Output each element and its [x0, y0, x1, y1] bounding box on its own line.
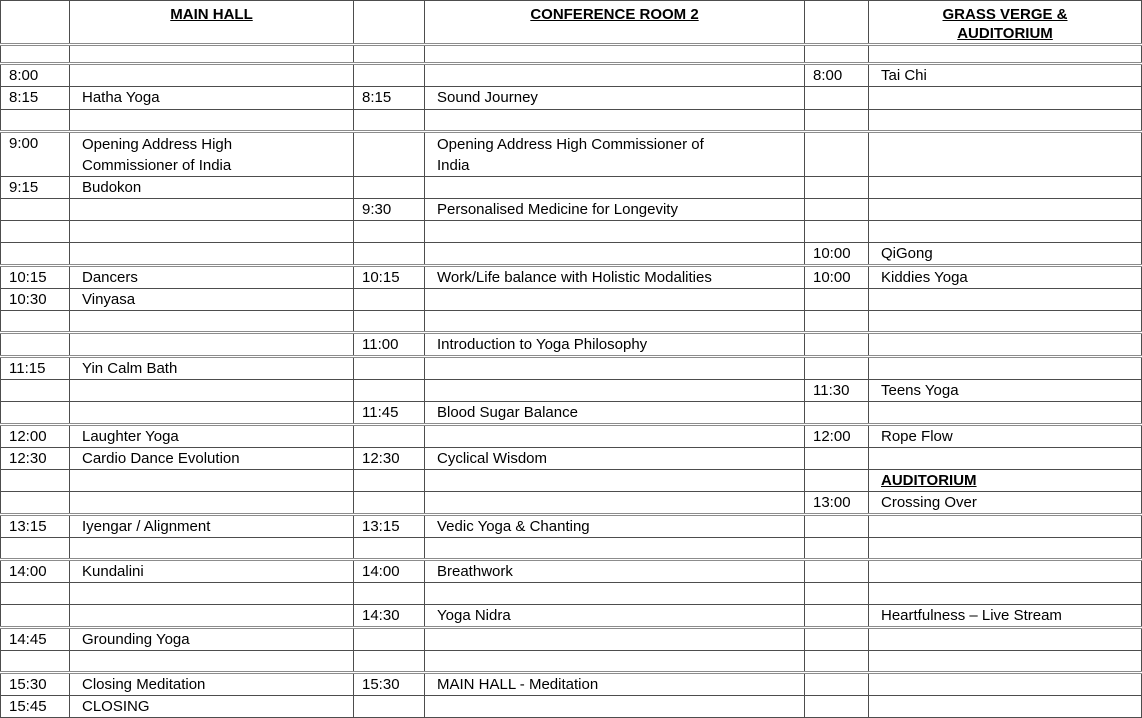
time-cell — [354, 560, 425, 583]
time-cell — [805, 311, 869, 333]
event-cell — [70, 560, 354, 583]
time-cell — [1, 110, 70, 132]
time-cell — [1, 266, 70, 289]
time-cell — [805, 333, 869, 357]
event-label: Opening Address High Commissioner of India — [437, 136, 704, 174]
time-cell — [805, 221, 869, 243]
time-cell — [805, 243, 869, 266]
event-label: Work/Life balance with Holistic Modalities — [437, 269, 712, 286]
event-cell — [869, 402, 1142, 425]
time-cell — [354, 515, 425, 538]
main-hall-title: MAIN HALL — [170, 6, 253, 23]
header-time-spacer — [1, 1, 70, 45]
time-cell — [1, 380, 70, 402]
event-cell — [425, 470, 805, 492]
schedule-row — [1, 87, 1142, 110]
time-cell — [1, 199, 70, 221]
time-label: 15:30 — [9, 676, 47, 693]
time-cell — [805, 289, 869, 311]
time-cell — [805, 380, 869, 402]
time-cell — [1, 673, 70, 696]
time-label: 15:45 — [9, 698, 47, 715]
event-cell — [425, 199, 805, 221]
schedule-row — [1, 538, 1142, 560]
schedule-row — [1, 605, 1142, 628]
schedule-row — [1, 402, 1142, 425]
time-cell — [354, 357, 425, 380]
event-label: Laughter Yoga — [82, 428, 179, 445]
schedule-row — [1, 132, 1142, 177]
time-cell — [354, 289, 425, 311]
event-cell — [869, 605, 1142, 628]
time-cell — [1, 696, 70, 718]
time-label: 14:30 — [362, 607, 400, 624]
event-cell — [425, 311, 805, 333]
event-cell — [425, 673, 805, 696]
time-cell — [1, 470, 70, 492]
event-label: Hatha Yoga — [82, 89, 160, 106]
event-label: Cyclical Wisdom — [437, 450, 548, 467]
time-cell — [354, 110, 425, 132]
time-label: 8:15 — [9, 89, 39, 106]
event-cell — [425, 243, 805, 266]
time-label: 13:15 — [362, 518, 400, 535]
schedule-row — [1, 45, 1142, 64]
event-cell — [869, 221, 1142, 243]
time-label: 11:45 — [362, 404, 399, 421]
time-label: 12:00 — [9, 428, 47, 445]
event-cell — [70, 45, 354, 64]
event-cell — [70, 651, 354, 673]
event-label: Blood Sugar Balance — [437, 404, 578, 421]
event-cell — [869, 651, 1142, 673]
schedule-row — [1, 199, 1142, 221]
time-label: 9:30 — [362, 201, 392, 218]
time-cell — [805, 628, 869, 651]
time-cell — [1, 311, 70, 333]
event-label: Kiddies Yoga — [881, 269, 968, 286]
conference-room-title: CONFERENCE ROOM 2 — [530, 6, 699, 23]
event-cell — [869, 515, 1142, 538]
schedule-row — [1, 673, 1142, 696]
time-label: 14:00 — [9, 563, 47, 580]
time-cell — [354, 64, 425, 87]
event-cell — [70, 64, 354, 87]
time-cell — [805, 538, 869, 560]
time-cell — [1, 448, 70, 470]
event-cell — [70, 87, 354, 110]
event-cell — [70, 402, 354, 425]
event-label: Kundalini — [82, 563, 144, 580]
event-label: Yin Calm Bath — [82, 360, 178, 377]
event-cell — [869, 289, 1142, 311]
schedule-row — [1, 221, 1142, 243]
schedule-row — [1, 243, 1142, 266]
event-cell — [425, 538, 805, 560]
time-cell — [354, 448, 425, 470]
grass-verge-title: GRASS VERGE & AUDITORIUM — [942, 6, 1068, 42]
event-label: Heartfulness – Live Stream — [881, 607, 1062, 624]
event-label: Sound Journey — [437, 89, 538, 106]
event-cell — [70, 605, 354, 628]
schedule-row — [1, 492, 1142, 515]
event-cell — [869, 628, 1142, 651]
time-cell — [1, 87, 70, 110]
time-cell — [805, 132, 869, 177]
time-label: 13:00 — [813, 494, 851, 511]
schedule-row — [1, 311, 1142, 333]
section-header-label: AUDITORIUM — [881, 472, 977, 489]
time-cell — [354, 538, 425, 560]
time-label: 12:30 — [362, 450, 400, 467]
time-cell — [354, 651, 425, 673]
time-label: 10:15 — [362, 269, 400, 286]
event-label: Crossing Over — [881, 494, 977, 511]
event-cell — [70, 311, 354, 333]
header-grass-verge — [869, 1, 1142, 45]
time-cell — [1, 132, 70, 177]
event-cell — [70, 628, 354, 651]
event-cell — [425, 289, 805, 311]
event-cell — [70, 289, 354, 311]
event-cell — [425, 425, 805, 448]
event-cell — [425, 45, 805, 64]
event-cell — [425, 628, 805, 651]
header-time-spacer — [354, 1, 425, 45]
time-cell — [1, 538, 70, 560]
time-cell — [805, 266, 869, 289]
schedule-row — [1, 357, 1142, 380]
time-cell — [354, 333, 425, 357]
time-cell — [1, 357, 70, 380]
event-cell — [869, 560, 1142, 583]
event-cell — [70, 177, 354, 199]
event-cell — [869, 45, 1142, 64]
time-cell — [805, 110, 869, 132]
time-cell — [354, 492, 425, 515]
event-label: Rope Flow — [881, 428, 953, 445]
event-cell — [869, 311, 1142, 333]
time-label: 13:15 — [9, 518, 47, 535]
event-cell — [70, 110, 354, 132]
time-label: 8:00 — [9, 67, 39, 84]
event-cell — [425, 221, 805, 243]
event-cell — [869, 492, 1142, 515]
event-cell — [869, 583, 1142, 605]
event-label: Opening Address High Commissioner of India — [82, 136, 233, 174]
event-cell — [869, 380, 1142, 402]
time-label: 10:15 — [9, 269, 47, 286]
schedule-row — [1, 470, 1142, 492]
event-cell — [869, 110, 1142, 132]
schedule-row — [1, 651, 1142, 673]
event-label: CLOSING — [82, 698, 150, 715]
schedule-row — [1, 448, 1142, 470]
event-cell — [70, 515, 354, 538]
event-cell — [425, 448, 805, 470]
event-cell — [70, 380, 354, 402]
time-cell — [1, 425, 70, 448]
time-label: 11:15 — [9, 360, 46, 377]
event-cell — [869, 357, 1142, 380]
event-cell — [70, 266, 354, 289]
event-label: Teens Yoga — [881, 382, 959, 399]
time-cell — [354, 199, 425, 221]
event-cell — [869, 425, 1142, 448]
time-label: 14:00 — [362, 563, 400, 580]
schedule-row — [1, 425, 1142, 448]
time-cell — [354, 45, 425, 64]
time-cell — [805, 357, 869, 380]
time-cell — [805, 583, 869, 605]
schedule-row — [1, 560, 1142, 583]
time-cell — [1, 515, 70, 538]
event-cell — [70, 538, 354, 560]
time-cell — [1, 560, 70, 583]
time-cell — [805, 199, 869, 221]
event-label: Tai Chi — [881, 67, 927, 84]
event-cell — [425, 696, 805, 718]
event-cell — [425, 333, 805, 357]
event-label: Cardio Dance Evolution — [82, 450, 240, 467]
event-label: Yoga Nidra — [437, 607, 511, 624]
event-label: Introduction to Yoga Philosophy — [437, 336, 648, 353]
time-cell — [805, 696, 869, 718]
time-label: 9:00 — [9, 135, 39, 152]
time-cell — [805, 673, 869, 696]
time-cell — [1, 605, 70, 628]
time-cell — [354, 221, 425, 243]
header-row — [1, 1, 1142, 45]
event-cell — [70, 221, 354, 243]
time-label: 12:30 — [9, 450, 47, 467]
time-cell — [1, 333, 70, 357]
time-cell — [805, 470, 869, 492]
schedule-row — [1, 333, 1142, 357]
event-cell — [869, 199, 1142, 221]
event-cell — [425, 560, 805, 583]
time-cell — [354, 402, 425, 425]
schedule-row — [1, 64, 1142, 87]
event-label: Grounding Yoga — [82, 631, 190, 648]
event-cell — [869, 243, 1142, 266]
event-cell — [869, 333, 1142, 357]
section-header-cell — [869, 470, 1142, 492]
time-cell — [354, 87, 425, 110]
header-main-hall — [70, 1, 354, 45]
event-label: Budokon — [82, 179, 142, 196]
event-cell — [869, 177, 1142, 199]
time-cell — [354, 673, 425, 696]
time-cell — [354, 628, 425, 651]
time-cell — [1, 64, 70, 87]
event-cell — [425, 132, 805, 177]
event-cell — [425, 651, 805, 673]
time-cell — [1, 45, 70, 64]
time-cell — [805, 87, 869, 110]
time-label: 14:45 — [9, 631, 47, 648]
schedule-row — [1, 628, 1142, 651]
time-cell — [1, 583, 70, 605]
event-cell — [425, 110, 805, 132]
time-label: 8:15 — [362, 89, 392, 106]
event-cell — [425, 402, 805, 425]
event-cell — [425, 605, 805, 628]
time-cell — [805, 402, 869, 425]
schedule-row — [1, 696, 1142, 718]
event-cell — [425, 357, 805, 380]
event-cell — [869, 538, 1142, 560]
time-cell — [805, 425, 869, 448]
event-cell — [70, 425, 354, 448]
time-cell — [1, 289, 70, 311]
event-cell — [70, 696, 354, 718]
time-label: 10:00 — [813, 245, 851, 262]
time-cell — [354, 132, 425, 177]
event-label: Closing Meditation — [82, 676, 206, 693]
time-cell — [1, 221, 70, 243]
event-cell — [869, 696, 1142, 718]
time-cell — [354, 583, 425, 605]
time-cell — [354, 266, 425, 289]
event-cell — [869, 132, 1142, 177]
event-cell — [425, 177, 805, 199]
event-cell — [869, 87, 1142, 110]
time-cell — [354, 243, 425, 266]
event-cell — [70, 583, 354, 605]
event-cell — [70, 357, 354, 380]
time-cell — [805, 515, 869, 538]
event-cell — [425, 87, 805, 110]
time-cell — [805, 605, 869, 628]
schedule-row — [1, 266, 1142, 289]
event-cell — [869, 64, 1142, 87]
time-label: 11:30 — [813, 382, 850, 399]
time-cell — [805, 45, 869, 64]
event-label: Vedic Yoga & Chanting — [437, 518, 590, 535]
event-cell — [425, 266, 805, 289]
time-cell — [354, 425, 425, 448]
time-label: 10:30 — [9, 291, 47, 308]
time-cell — [805, 448, 869, 470]
event-cell — [425, 515, 805, 538]
schedule-row — [1, 289, 1142, 311]
event-cell — [425, 380, 805, 402]
time-cell — [354, 605, 425, 628]
time-cell — [354, 470, 425, 492]
event-label: Iyengar / Alignment — [82, 518, 211, 535]
event-cell — [70, 243, 354, 266]
time-label: 15:30 — [362, 676, 400, 693]
event-label: QiGong — [881, 245, 933, 262]
time-cell — [1, 651, 70, 673]
header-conference-room — [425, 1, 805, 45]
time-label: 8:00 — [813, 67, 843, 84]
time-cell — [805, 177, 869, 199]
event-cell — [70, 492, 354, 515]
event-cell — [425, 492, 805, 515]
event-cell — [869, 266, 1142, 289]
schedule-row — [1, 110, 1142, 132]
time-cell — [805, 64, 869, 87]
event-label: Dancers — [82, 269, 138, 286]
schedule-body — [1, 45, 1142, 718]
time-label: 11:00 — [362, 336, 399, 353]
time-cell — [805, 560, 869, 583]
event-cell — [869, 673, 1142, 696]
schedule-row — [1, 583, 1142, 605]
schedule-row — [1, 380, 1142, 402]
time-cell — [354, 696, 425, 718]
event-cell — [869, 448, 1142, 470]
event-cell — [70, 132, 354, 177]
event-cell — [425, 64, 805, 87]
event-cell — [70, 448, 354, 470]
event-cell — [70, 673, 354, 696]
schedule-row — [1, 515, 1142, 538]
time-cell — [1, 402, 70, 425]
header-time-spacer — [805, 1, 869, 45]
time-cell — [1, 177, 70, 199]
time-cell — [1, 243, 70, 266]
event-cell — [70, 199, 354, 221]
time-label: 9:15 — [9, 179, 39, 196]
event-label: Breathwork — [437, 563, 513, 580]
time-cell — [1, 628, 70, 651]
time-label: 12:00 — [813, 428, 851, 445]
time-cell — [805, 651, 869, 673]
event-label: MAIN HALL - Meditation — [437, 676, 599, 693]
event-cell — [70, 470, 354, 492]
time-cell — [354, 311, 425, 333]
time-cell — [354, 177, 425, 199]
event-label: Vinyasa — [82, 291, 136, 308]
event-cell — [70, 333, 354, 357]
time-label: 10:00 — [813, 269, 851, 286]
schedule-row — [1, 177, 1142, 199]
event-label: Personalised Medicine for Longevity — [437, 201, 678, 218]
event-cell — [425, 583, 805, 605]
time-cell — [805, 492, 869, 515]
time-cell — [1, 492, 70, 515]
time-cell — [354, 380, 425, 402]
